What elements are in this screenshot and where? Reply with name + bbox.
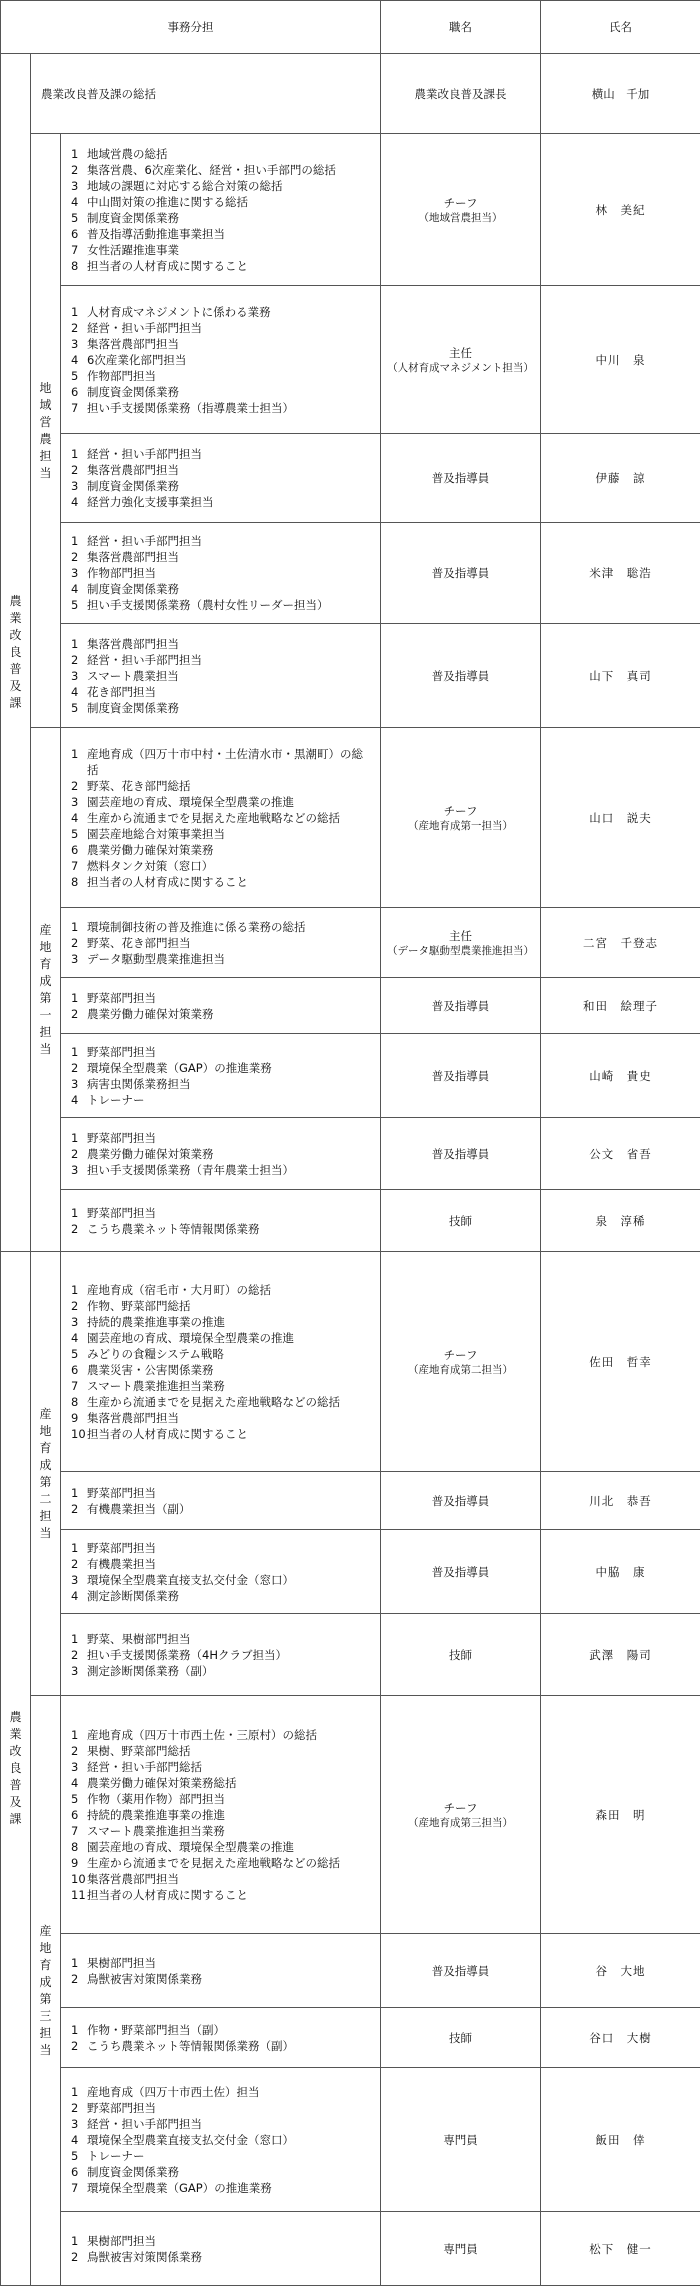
table-row bbox=[1, 54, 700, 134]
name-cell: 山口 説夫 bbox=[541, 728, 700, 908]
position-cell: 普及指導員 bbox=[381, 1034, 541, 1118]
duty-item: 1 経営・担い手部門担当 bbox=[71, 447, 202, 461]
name-cell: 泉 淳稀 bbox=[541, 1190, 700, 1252]
duty-item: 10 担当者の人材育成に関すること bbox=[71, 1426, 248, 1441]
duty-cell bbox=[61, 1614, 381, 1696]
duty-item: 2 担い手支援関係業務（4Hクラブ担当） bbox=[71, 1647, 287, 1662]
position-cell: 専門員 bbox=[381, 2068, 541, 2212]
duty-item: 7 環境保全型農業（GAP）の推進業務 bbox=[71, 2180, 272, 2195]
duty-item: 1 野菜部門担当 bbox=[71, 990, 156, 1005]
duty-item: 5 担い手支援関係業務（農村女性リーダー担当） bbox=[71, 598, 329, 612]
name-cell: 横山 千加 bbox=[541, 54, 700, 134]
duty-item: 4 6次産業化部門担当 bbox=[71, 352, 187, 367]
name-cell: 武澤 陽司 bbox=[541, 1614, 700, 1696]
duty-item: 1 産地育成（四万十市中村・土佐清水市・黒潮町）の総括 bbox=[71, 746, 363, 777]
duty-cell bbox=[61, 1190, 381, 1252]
table-row bbox=[1, 1118, 700, 1190]
duty-item: 1 野菜、果樹部門担当 bbox=[71, 1631, 191, 1646]
duty-item: 1 地域営農の総括 bbox=[71, 146, 168, 161]
duty-item: 2 作物、野菜部門総括 bbox=[71, 1298, 191, 1313]
duty-cell bbox=[61, 286, 381, 434]
name-cell: 松下 健一 bbox=[541, 2212, 700, 2286]
position-cell: チーフ （産地育成第三担当） bbox=[381, 1696, 541, 1934]
table-row bbox=[1, 523, 700, 624]
duty-item: 4 農業労働力確保対策業務総括 bbox=[71, 1775, 237, 1790]
position-cell: 普及指導員 bbox=[381, 1934, 541, 2008]
table-row bbox=[1, 1696, 700, 1934]
table-row bbox=[1, 434, 700, 523]
duty-item: 2 こうち農業ネット等情報関係業務 bbox=[71, 1221, 260, 1236]
table-row bbox=[1, 1190, 700, 1252]
duty-cell bbox=[61, 434, 381, 523]
name-cell: 山下 真司 bbox=[541, 624, 700, 728]
position-cell: 技師 bbox=[381, 1190, 541, 1252]
duty-item: 4 経営力強化支援事業担当 bbox=[71, 495, 214, 509]
duty-item: 3 集落営農部門担当 bbox=[71, 336, 179, 351]
table-row bbox=[1, 728, 700, 908]
duty-item: 7 担い手支援関係業務（指導農業士担当） bbox=[71, 400, 294, 415]
duty-item: 3 病害虫関係業務担当 bbox=[71, 1076, 191, 1091]
duty-item: 3 地域の課題に対応する総合対策の総括 bbox=[71, 178, 283, 193]
position-cell: 農業改良普及課長 bbox=[381, 54, 541, 134]
duty-item: 9 生産から流通までを見据えた産地戦略などの総括 bbox=[71, 1855, 340, 1870]
group-label: 産地育成第一担当 bbox=[31, 728, 61, 1252]
header-position: 職名 bbox=[381, 1, 541, 54]
duty-cell bbox=[61, 2212, 381, 2286]
name-cell: 中脇 康 bbox=[541, 1530, 700, 1614]
name-cell: 伊藤 諒 bbox=[541, 434, 700, 523]
position-cell: 普及指導員 bbox=[381, 1472, 541, 1530]
name-cell: 谷口 大樹 bbox=[541, 2008, 700, 2068]
group-label: 地域営農担当 bbox=[31, 134, 61, 728]
duty-item: 6 普及指導活動推進事業担当 bbox=[71, 226, 225, 241]
duty-item: 8 園芸産地の育成、環境保全型農業の推進 bbox=[71, 1839, 294, 1854]
name-cell: 公文 省吾 bbox=[541, 1118, 700, 1190]
duty-item: 1 野菜部門担当 bbox=[71, 1540, 156, 1555]
table-row bbox=[1, 1614, 700, 1696]
duty-item: 1 産地育成（宿毛市・大月町）の総括 bbox=[71, 1282, 271, 1297]
duty-item: 7 燃料タンク対策（窓口） bbox=[71, 858, 214, 873]
duty-item: 8 担当者の人材育成に関すること bbox=[71, 874, 248, 889]
duty-item: 2 環境保全型農業（GAP）の推進業務 bbox=[71, 1060, 272, 1075]
position-cell: 普及指導員 bbox=[381, 1118, 541, 1190]
duty-item: 3 作物部門担当 bbox=[71, 566, 156, 580]
position-cell: チーフ （産地育成第一担当） bbox=[381, 728, 541, 908]
section-label: 農業改良普及課 bbox=[1, 1252, 31, 2286]
duty-item: 2 農業労働力確保対策業務 bbox=[71, 1006, 214, 1021]
name-cell: 和田 絵理子 bbox=[541, 978, 700, 1034]
name-cell: 飯田 倖 bbox=[541, 2068, 700, 2212]
duty-item: 6 農業労働力確保対策業務 bbox=[71, 842, 214, 857]
name-cell: 米津 聡浩 bbox=[541, 523, 700, 624]
position-cell: チーフ （産地育成第二担当） bbox=[381, 1252, 541, 1472]
duty-item: 11 担当者の人材育成に関すること bbox=[71, 1887, 248, 1902]
duty-item: 2 果樹、野菜部門総括 bbox=[71, 1743, 191, 1758]
duty-item: 8 生産から流通までを見据えた産地戦略などの総括 bbox=[71, 1394, 340, 1409]
table-row bbox=[1, 134, 700, 286]
position-cell: 普及指導員 bbox=[381, 624, 541, 728]
table-row bbox=[1, 978, 700, 1034]
table-row bbox=[1, 1472, 700, 1530]
duty-cell: 農業改良普及課の総括 bbox=[31, 54, 381, 134]
duty-item: 3 データ駆動型農業推進担当 bbox=[71, 951, 225, 966]
duty-item: 7 スマート農業推進担当業務 bbox=[71, 1378, 225, 1393]
duty-cell bbox=[61, 134, 381, 286]
duty-cell bbox=[61, 978, 381, 1034]
duty-cell bbox=[61, 2008, 381, 2068]
position-cell: 技師 bbox=[381, 2008, 541, 2068]
position-cell: 主任 （データ駆動型農業推進担当） bbox=[381, 908, 541, 978]
duty-item: 4 花き部門担当 bbox=[71, 684, 156, 699]
duty-item: 4 園芸産地の育成、環境保全型農業の推進 bbox=[71, 1330, 294, 1345]
duty-item: 1 作物・野菜部門担当（副） bbox=[71, 2022, 225, 2037]
name-cell: 谷 大地 bbox=[541, 1934, 700, 2008]
table-row bbox=[1, 1252, 700, 1472]
duty-item: 5 制度資金関係業務 bbox=[71, 700, 179, 715]
duty-item: 2 集落営農部門担当 bbox=[71, 463, 179, 477]
position-cell: 主任 （人材育成マネジメント担当） bbox=[381, 286, 541, 434]
table-row bbox=[1, 2212, 700, 2286]
duty-item: 6 農業災害・公害関係業務 bbox=[71, 1362, 214, 1377]
name-cell: 山崎 貴史 bbox=[541, 1034, 700, 1118]
duty-item: 7 スマート農業推進担当業務 bbox=[71, 1823, 225, 1838]
duty-item: 2 農業労働力確保対策業務 bbox=[71, 1146, 214, 1161]
duty-item: 1 野菜部門担当 bbox=[71, 1205, 156, 1220]
duty-item: 2 野菜、花き部門総括 bbox=[71, 778, 191, 793]
duty-cell bbox=[61, 728, 381, 908]
header-row bbox=[1, 1, 700, 54]
duty-item: 1 野菜部門担当 bbox=[71, 1485, 156, 1500]
table-row bbox=[1, 1034, 700, 1118]
duty-item: 6 持続的農業推進事業の推進 bbox=[71, 1807, 225, 1822]
position-cell: 普及指導員 bbox=[381, 978, 541, 1034]
duty-item: 4 環境保全型農業直接支払交付金（窓口） bbox=[71, 2132, 294, 2147]
name-cell: 二宮 千登志 bbox=[541, 908, 700, 978]
duty-item: 9 集落営農部門担当 bbox=[71, 1410, 179, 1425]
duty-cell bbox=[61, 1472, 381, 1530]
group-label: 産地育成第三担当 bbox=[31, 1696, 61, 2286]
name-cell: 川北 恭吾 bbox=[541, 1472, 700, 1530]
name-cell: 林 美紀 bbox=[541, 134, 700, 286]
table-row bbox=[1, 1530, 700, 1614]
header-name: 氏名 bbox=[541, 1, 700, 54]
duty-item: 6 制度資金関係業務 bbox=[71, 2164, 179, 2179]
duty-item: 3 担い手支援関係業務（青年農業士担当） bbox=[71, 1162, 294, 1177]
position-cell: 専門員 bbox=[381, 2212, 541, 2286]
group-label: 産地育成第二担当 bbox=[31, 1252, 61, 1696]
duty-item: 10 集落営農部門担当 bbox=[71, 1871, 179, 1886]
duty-item: 2 有機農業担当（副） bbox=[71, 1501, 191, 1516]
duty-item: 3 経営・担い手部門総括 bbox=[71, 1759, 202, 1774]
duty-item: 2 野菜部門担当 bbox=[71, 2100, 156, 2115]
duty-item: 6 制度資金関係業務 bbox=[71, 384, 179, 399]
duty-item: 5 みどりの食糧システム戦略 bbox=[71, 1346, 224, 1361]
duty-item: 3 測定診断関係業務（副） bbox=[71, 1663, 214, 1678]
duty-item: 3 経営・担い手部門担当 bbox=[71, 2116, 202, 2131]
duty-item: 5 トレーナー bbox=[71, 2148, 145, 2163]
table-row bbox=[1, 2068, 700, 2212]
duty-item: 2 野菜、花き部門担当 bbox=[71, 935, 191, 950]
duty-item: 2 有機農業担当 bbox=[71, 1556, 156, 1571]
duty-cell bbox=[61, 624, 381, 728]
duty-item: 1 産地育成（四万十市西土佐・三原村）の総括 bbox=[71, 1727, 317, 1742]
duty-item: 5 制度資金関係業務 bbox=[71, 210, 179, 225]
table-row bbox=[1, 908, 700, 978]
duty-item: 2 集落営農、6次産業化、経営・担い手部門の総括 bbox=[71, 162, 336, 177]
duty-item: 1 野菜部門担当 bbox=[71, 1044, 156, 1059]
position-cell: 普及指導員 bbox=[381, 523, 541, 624]
duty-item: 4 中山間対策の推進に関する総括 bbox=[71, 194, 248, 209]
duty-item: 1 野菜部門担当 bbox=[71, 1130, 156, 1145]
position-cell: 技師 bbox=[381, 1614, 541, 1696]
position-cell: 普及指導員 bbox=[381, 1530, 541, 1614]
position-cell: チーフ （地域営農担当） bbox=[381, 134, 541, 286]
duty-cell bbox=[61, 2068, 381, 2212]
duty-cell bbox=[61, 1530, 381, 1614]
duty-item: 5 園芸産地総合対策事業担当 bbox=[71, 826, 225, 841]
table-row bbox=[1, 286, 700, 434]
duty-item: 1 環境制御技術の普及推進に係る業務の総括 bbox=[71, 919, 306, 934]
position-cell: 普及指導員 bbox=[381, 434, 541, 523]
duty-item: 3 園芸産地の育成、環境保全型農業の推進 bbox=[71, 794, 294, 809]
duty-item: 4 制度資金関係業務 bbox=[71, 582, 179, 596]
duty-item: 7 女性活躍推進事業 bbox=[71, 242, 179, 257]
table-row bbox=[1, 624, 700, 728]
duty-item: 3 持続的農業推進事業の推進 bbox=[71, 1314, 225, 1329]
name-cell: 森田 明 bbox=[541, 1696, 700, 1934]
duty-item: 3 制度資金関係業務 bbox=[71, 479, 179, 493]
duty-item: 2 経営・担い手部門担当 bbox=[71, 652, 202, 667]
duty-item: 2 こうち農業ネット等情報関係業務（副） bbox=[71, 2038, 294, 2053]
table-row bbox=[1, 1934, 700, 2008]
header-duties: 事務分担 bbox=[1, 1, 381, 54]
name-cell: 佐田 哲幸 bbox=[541, 1252, 700, 1472]
duty-item: 1 集落営農部門担当 bbox=[71, 636, 179, 651]
duty-item: 3 スマート農業担当 bbox=[71, 668, 179, 683]
duty-cell bbox=[61, 1034, 381, 1118]
duty-item: 2 鳥獣被害対策関係業務 bbox=[71, 1971, 202, 1986]
duty-item: 2 集落営農部門担当 bbox=[71, 550, 179, 564]
name-cell: 中川 泉 bbox=[541, 286, 700, 434]
duty-cell bbox=[61, 1934, 381, 2008]
duty-cell bbox=[61, 908, 381, 978]
duty-item: 5 作物（薬用作物）部門担当 bbox=[71, 1791, 225, 1806]
duty-item: 1 果樹部門担当 bbox=[71, 2233, 156, 2248]
duty-cell bbox=[61, 523, 381, 624]
duty-item: 1 人材育成マネジメントに係わる業務 bbox=[71, 304, 271, 319]
duty-item: 1 産地育成（四万十市西土佐）担当 bbox=[71, 2084, 260, 2099]
duty-cell bbox=[61, 1118, 381, 1190]
duty-cell bbox=[61, 1252, 381, 1472]
duty-item: 5 作物部門担当 bbox=[71, 368, 156, 383]
duty-item: 8 担当者の人材育成に関すること bbox=[71, 258, 248, 273]
duty-item: 4 測定診断関係業務 bbox=[71, 1588, 179, 1603]
section-label: 農業改良普及課 bbox=[1, 54, 31, 1252]
duty-item: 1 経営・担い手部門担当 bbox=[71, 534, 202, 548]
duty-item: 3 環境保全型農業直接支払交付金（窓口） bbox=[71, 1572, 294, 1587]
duty-item: 2 経営・担い手部門担当 bbox=[71, 320, 202, 335]
duty-cell bbox=[61, 1696, 381, 1934]
duty-item: 2 鳥獣被害対策関係業務 bbox=[71, 2249, 202, 2264]
duty-item: 4 生産から流通までを見据えた産地戦略などの総括 bbox=[71, 810, 340, 825]
duty-item: 4 トレーナー bbox=[71, 1092, 145, 1107]
duty-item: 1 果樹部門担当 bbox=[71, 1955, 156, 1970]
table-row bbox=[1, 2008, 700, 2068]
